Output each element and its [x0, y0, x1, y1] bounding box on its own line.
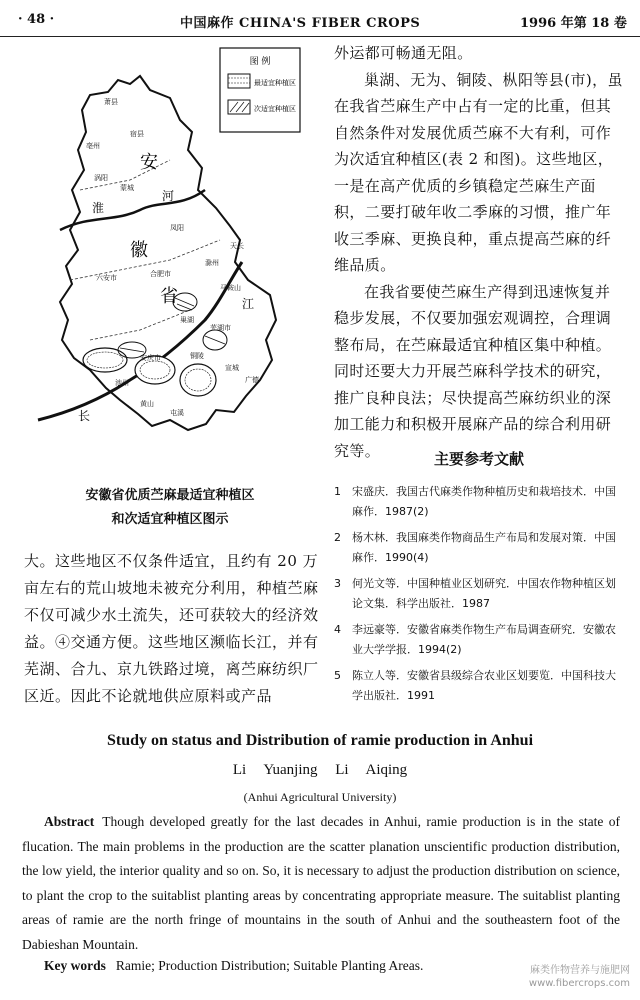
- reference-number: 5: [334, 669, 341, 682]
- page-number: · 48 ·: [18, 12, 55, 27]
- place-5: 凤阳: [170, 224, 184, 232]
- place-10: 铜陵: [190, 352, 204, 360]
- journal-name: 中国麻作 CHINA'S FIBER CROPS: [180, 16, 421, 31]
- legend-title: 图 例: [249, 57, 271, 67]
- abstract-text: Though developed greatly for the last decades in Anhui, ramie production is in the state of flucation. The main problems in the production are the scatter planation unscientific production distribution, the low yield, the interior quality and so on. So, it is necessary to adjust the production distribution on science, to plant the crop to the suitablist planting areas by concentrating appropriate measure. The suitablist planting areas of ramie are the north fringe of mountains in the south of Anhui and the southeastern foot of the Dabieshan Mountain.: [22, 814, 620, 952]
- references-list: [334, 482, 624, 712]
- legend-best-label: 最适宜种植区: [254, 79, 296, 87]
- abstract-label: Abstract: [44, 814, 95, 829]
- author-1: Li Yuanjing: [232, 762, 318, 778]
- right-para-2: 巢湖、无为、铜陵、枞阳等县(市)，虽在我省苎麻生产中占有一定的比重，但其自然条件对发展优质苎麻不大有利，可作为次适宜种植区(表 2 和图)。这些地区，一是在高产优质的乡镇稳定苎麻生产面积，二要打破年收二季麻的习惯，推广年收三季麻、更换良种，重点提高苎麻的纤维品质。: [334, 70, 623, 274]
- place-6: 六安市: [96, 274, 117, 282]
- english-title: Study on status and Distribution of ramie production in Anhui: [106, 732, 534, 749]
- place-11: 宣城: [225, 364, 239, 372]
- place-1: 宿县: [130, 130, 144, 138]
- keywords-label: Key words: [44, 958, 106, 973]
- place-16: 马鞍山: [220, 284, 241, 292]
- map-river-huai: 淮: [92, 201, 105, 215]
- legend-sub-label: 次适宜种植区: [254, 105, 296, 113]
- reference-number: 2: [334, 531, 341, 544]
- yangtze-river: [38, 262, 242, 420]
- reference-item: [334, 666, 624, 706]
- reference-number: 1: [334, 485, 341, 498]
- reference-text: 陈立人等．安徽省县级综合农业区划要览．中国科技大学出版社．1991: [352, 669, 616, 702]
- map-char-hui: 徽: [130, 240, 148, 261]
- reference-item: [334, 620, 624, 660]
- map-char-sheng: 省: [160, 286, 178, 307]
- reference-number: 4: [334, 623, 341, 636]
- right-para-1: 外运都可畅通无阻。: [334, 44, 473, 62]
- english-abstract: [22, 810, 620, 958]
- place-7: 合肥市: [150, 270, 171, 278]
- map-char-an: 安: [140, 152, 158, 173]
- place-0: 萧县: [104, 98, 118, 106]
- anhui-map: [20, 40, 320, 475]
- map-river-jiang: 江: [242, 297, 255, 311]
- reference-text: 宋盛庆．我国古代麻类作物种植历史和栽培技术．中国麻作．1987(2): [352, 485, 616, 518]
- place-13: 屯溪: [170, 409, 184, 417]
- place-19: 广德: [245, 376, 259, 384]
- place-9: 芜湖市: [210, 324, 231, 332]
- map-caption-line2: 和次适宜种植区图示: [111, 512, 229, 527]
- watermark-line1: 麻类作物营养与施肥网: [530, 965, 630, 976]
- reference-item: [334, 482, 624, 522]
- references-title: 主要参考文献: [433, 450, 524, 468]
- watermark-line2: www.fibercrops.com: [528, 978, 630, 989]
- place-14: 黄山: [140, 400, 154, 408]
- right-body-text: [334, 40, 624, 464]
- place-15: 池州: [115, 379, 129, 387]
- reference-text: 何光文等．中国种植业区划研究．中国农作物种植区划论文集．科学出版社．1987: [352, 577, 616, 610]
- map-legend: [220, 48, 300, 132]
- place-8: 巢湖: [180, 316, 194, 324]
- keywords-text: Ramie; Production Distribution; Suitable Planting Areas.: [115, 958, 424, 973]
- anhui-map-figure: [20, 40, 320, 475]
- reference-text: 杨木林．我国麻类作物商品生产布局和发展对策．中国麻作．1990(4): [352, 531, 616, 564]
- map-river-chang: 长: [78, 409, 91, 423]
- reference-number: 3: [334, 577, 341, 590]
- map-caption: [20, 484, 320, 532]
- reference-text: 李远豪等．安徽省麻类作物生产布局调查研究．安徽农业大学学报．1994(2): [352, 623, 616, 656]
- place-12: 安庆市: [140, 354, 161, 362]
- place-18: 天长: [230, 242, 244, 250]
- author-2: Li Aiqing: [335, 762, 408, 778]
- reference-item: [334, 574, 624, 614]
- issue-year-volume: 1996 年第 18 卷: [520, 16, 627, 31]
- english-affiliation: (Anhui Agricultural University): [243, 790, 397, 804]
- reference-item: [334, 528, 624, 568]
- left-body-text: 大。这些地区不仅条件适宜，且约有 20 万亩左右的荒山坡地未被充分利用，种植苎麻不仅可减少水土流失，还可获较大的经济效益。④交通方便。这些地区濒临长江，并有芜湖、合九、京九铁路过境，离苎麻纺织厂区近。因此不论就地供应原料或产品: [24, 552, 319, 705]
- place-17: 滁州: [205, 259, 219, 267]
- map-river-he: 河: [162, 189, 175, 203]
- place-2: 亳州: [86, 142, 100, 150]
- english-authors: [0, 762, 640, 779]
- place-4: 蒙城: [120, 184, 134, 192]
- map-caption-line1: 安徽省优质苎麻最适宜种植区: [85, 488, 255, 503]
- right-para-3: 在我省要使苎麻生产得到迅速恢复并稳步发展，不仅要加强宏观调控，合理调整布局，在苎麻最适宜种植区集中种植。同时还要大力开展苎麻科学技术的研究，推广良种良法；尽快提高苎麻纺织业的深加工能力和积极开展麻产品的综合利用研究等。: [334, 282, 612, 460]
- place-3: 涡阳: [94, 174, 108, 182]
- site-watermark: [490, 964, 630, 990]
